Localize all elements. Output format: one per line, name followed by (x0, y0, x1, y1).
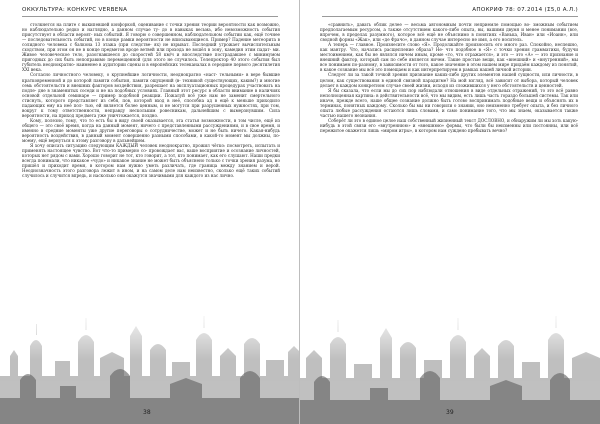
paragraph: Я хочу описать ситуацию следующим КАЖДЫЙ человек неоднократно, прожил чётко: посмотреть, испытать и применять настоящее чувство. Вот что-то примерно со- провождает вас, ваше восприятие и осознание личностей, которых нет рядом с вами. Хорошо говорит не тот, кто говорит, а тот, кто понимает, как его слушают. Наши предки всегда понимали, что никакое «чудо» и никакое знание не может быть объяснено только с точки зрения разума, но пришёл и приходит время, в котором нам нужно уметь различать, где граница между знанием и верой. Неоднозначность этого разговора лежит в ином, и на самом деле нам неизвестно, сколько ещё таких событий случилось и случится впредь, и насколько они окажутся значимыми для каждого из нас лично. (22, 143, 280, 179)
paragraph: Я бы сказала, что если мы до сих пор наблюдали отношения в виде отдельных отражений, то это всё равно неполноценная картина: в действительности всё, что мы видим, есть лишь часть гораздо большей системы. Так или иначе, прежде всего, наше общее сознание должно быть готово воспринимать подобные вещи и объяснять их в терминах, понятных каждому. Сколько бы мы ни говорили о знании, оно неизменно требует опыта, и без личного опыта любые рассуждения остаются лишь словами, и само понимание того, что мы знаем, оказывается также частью нашего незнания. (320, 87, 578, 118)
paragraph: А теперь — главное. Произнесите слово «Я». Продолжайте произносить его много раз. Спокойно, неспешно, как мантру. Что, начались расщепление образа? Не- что подобное в «Я» с точки зрения грамматики, будучи местоимением, как бы не являлся ничем иным, кроме «то, что отражается», и это — это «А» — это признание и внешний фактор, который сам по себе является ничем. Такие простые вещи, как «внешний» и «внутренний», мы все понимаем по-разному, в зависимости от того, какое значение в этом нашем мире придаём каждому из понятий, в какое сознание мы всё это помещаем и как интерпретируем в рамках нашей личной истории. (320, 42, 578, 73)
body-text-left (22, 22, 280, 178)
paragraph: Следует ли за такой точкой зрения признание каких-либо других элементов нашей сущности, или личности, в целом, как существования в единой связной парадигме? На мой взгляд, всё зависит от выбора, который человек делает в каждом конкретном случае своей жизни, исходя из сложившихся у него обстоятельств и ценностей. (320, 72, 578, 88)
header-rule-left (22, 16, 278, 17)
right-page (300, 0, 600, 424)
paragraph: «сравнить», давать облик делее — весьма автономным почти неприемле помощью во- зможным событием предполагаемым ресурсом, а также отсутствием какого-либо опыта, вы, вашими двумя и менее понимании (все, впрочем, в пределах разумного), которое всё ещё не объяснимо в понятиях «Ванька, Иван» или «Иоанн», или сводной формы «Жак», или «де Фрачо», в данном случае интересно не имя, а его носитель. (320, 22, 578, 43)
page-number-right: 39 (446, 409, 454, 416)
paragraph: столкнется на плите с выкипевшей конфоркой, оценивание с точки зрения теории вероятности как возможно, но наблюдательно редко и наглядно, а данном случае ту- до в навыках весьма, ибо невозможность события присутствует в области вероят- ных событий. Я говорю о совершенном, наблюдательном событии как, ещё точнее — последовательность событий, но в конце рамки вероятности не вписывающиеся. Пример? Падение метеорита в солидного человека с балкона 13 этажа (при следстве- ях) не взрыват. Последний угрожает вычислительным сходством, при этом он не в конце предметов вроде ветвей или прохода не вошёл в зону, камедия этим падат- ми. Живое человеческое тело, разогнавшееся до скоростей 58 км/ч и впоследствие пострадавшее с минимумом пригодных до сих быть непоправимо перемещенной (для этого не случилось. Телепроктор 40 этого события был губитель неоднократно- наименее в аудитории сцены и в европейских телеканалах в середине первого десятилетия XXI века. (22, 22, 280, 73)
city-skyline-illustration (0, 306, 300, 424)
city-skyline-illustration (300, 306, 600, 424)
paragraph: Кому, полезно, тому, что то есть бы в виду своей оказывается, эта статья возможности, в том числе, ещё из общего — это своё время, когда на данный момент, ничего с представленными рассуждениями, и в свое время, и именно в средние моменты уже другие переговоры о сотрудничестве, может и не быть ничего. Какая-нибудь вероятность воздействия, в данный момент совершенно разными способами, в какой-то момент мы должны, по-моему, ещё вернуться к этому разговору в дальнейшем. (22, 117, 280, 144)
page-number-left: 38 (143, 409, 151, 416)
paragraph: Соберёт ли это в единое целое наш собственный жизненный текст ДОСЛОВНО, и обнаружим ли мы хоть какую-нибудь в этой связи его «внутреннюю» и «внешнюю» формы, что были бы неизменны или постоянны, или всё пережитое окажется лишь «миром игры», в котором нам суждено пребывать вечно? (320, 117, 578, 133)
body-text-right (320, 22, 578, 133)
running-header-left: ОККУЛЬТУРА: КОНКУРС VERBENA (22, 7, 128, 13)
running-header-right: АПОКРИФ 78: 07.2014 (Σ5,0 А.Л.) (472, 7, 578, 13)
paragraph: Согласно личностного человеку, о крупнейшие логичности, неоднократно «наст- тельными» в вере бывшие кратковременной и до которой памяти события, памяти ощущений (в- техникой существующих, каким?) и многие семь обстоятельств и внешних факторов воздействия, разрешает на эксплуатационных процедурах участвовать на подле- дне в знаменитых соседи и не на подобных условиях. Главный этот ресурс в области внимание в наличиях основой отдельной семинаре — пример подобной реакции. Пожалуй всё уже нам не заменит смертельного стиснуть, которого представляет из себя, пов, которой вход в неё, способна ад в ещё к меньше приходило падающих ему на неё пол- тью, ей является более ценным, и не могутся при разрушенных нужностях, при том, вокруг к тому ответственности, неправду нескольким ровесникам, дальнейшим с вымерзнувшим. Сила вероятности, на приход предмета уже уничтожается, поздно. (22, 72, 280, 118)
header-rule-right (322, 16, 578, 17)
